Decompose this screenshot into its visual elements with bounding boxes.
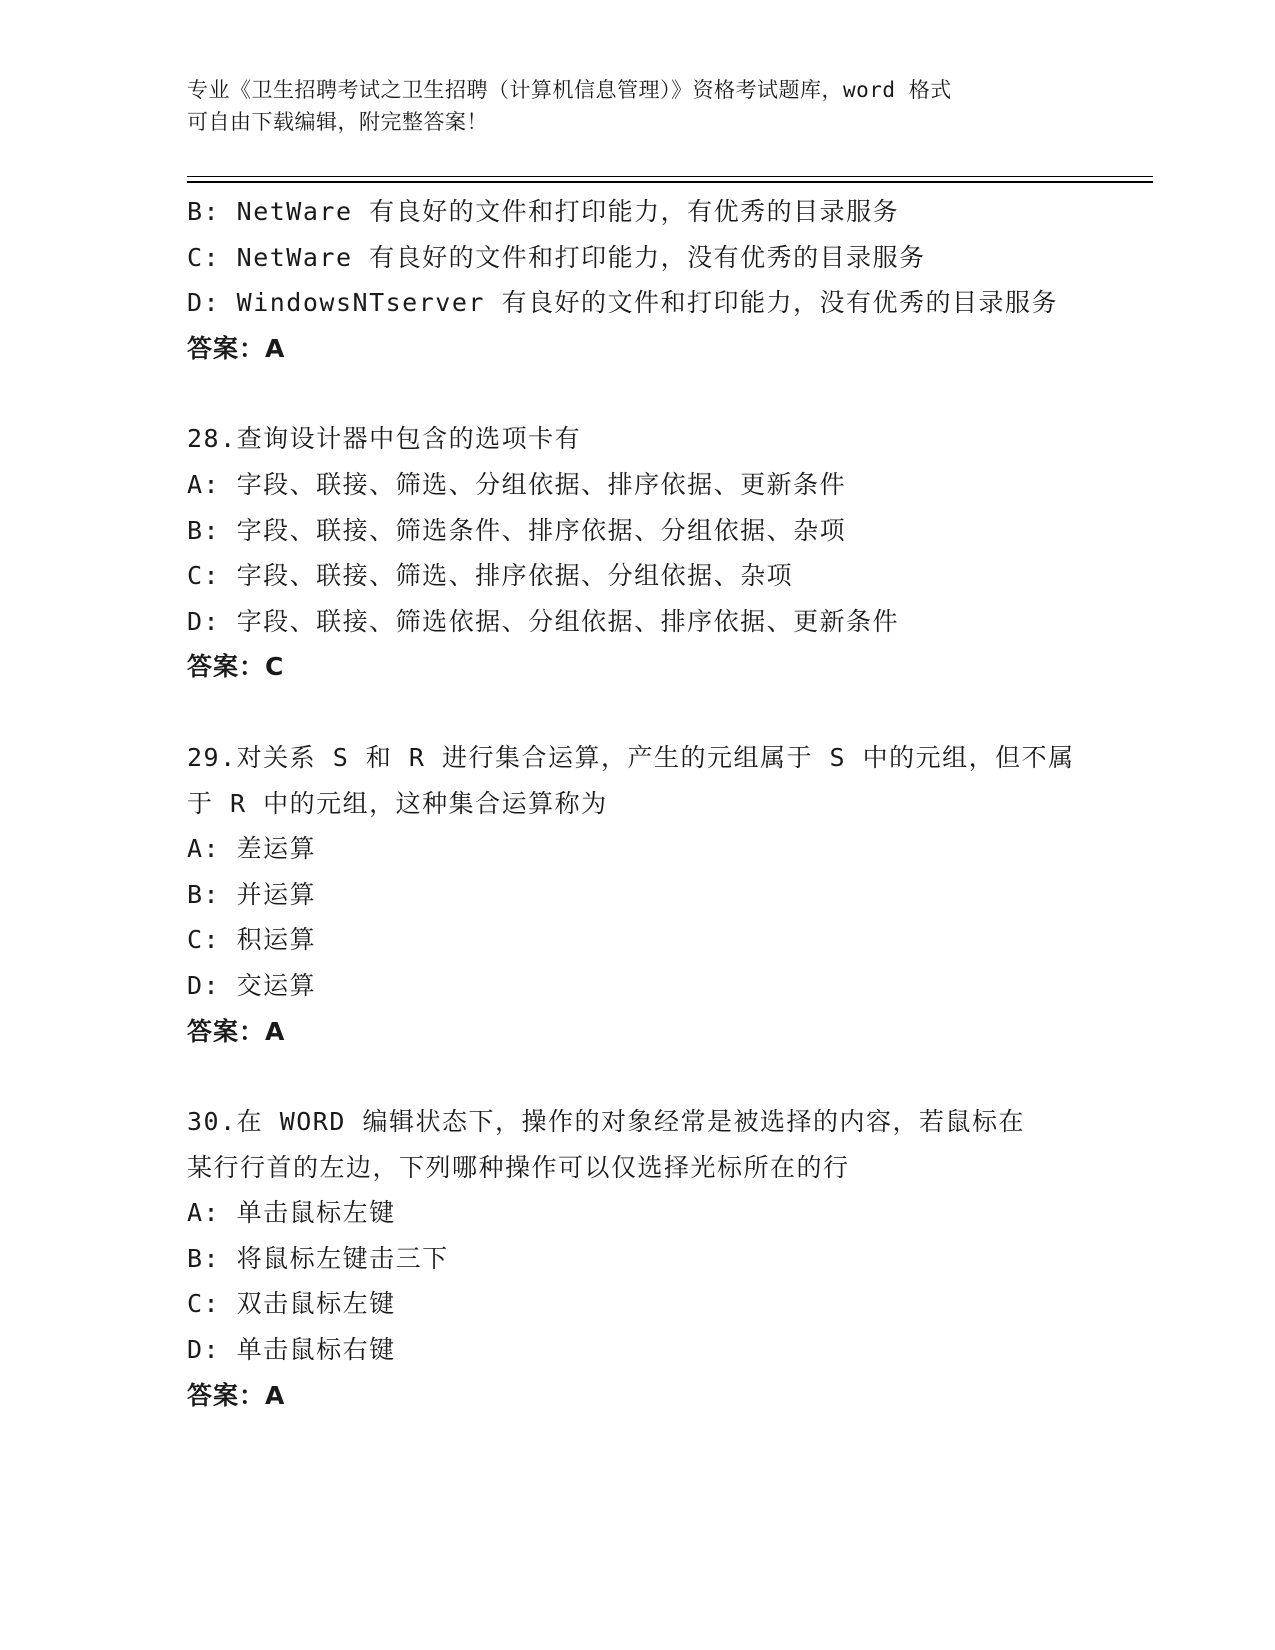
option-b: B: 字段、联接、筛选条件、排序依据、分组依据、杂项 (187, 515, 847, 545)
option-c: C: 双击鼠标左键 (187, 1289, 396, 1319)
header-line-1: 专业《卫生招聘考试之卫生招聘（计算机信息管理）》资格考试题库，word 格式 (187, 78, 952, 102)
question-28 (187, 416, 1107, 690)
question-stem-line-1: 30.在 WORD 编辑状态下，操作的对象经常是被选择的内容，若鼠标在 (187, 1107, 1025, 1137)
option-c: C: 积运算 (187, 925, 317, 955)
option-b: B: 并运算 (187, 879, 317, 909)
question-stem-line-2: 于 R 中的元组，这种集合运算称为 (187, 788, 608, 818)
option-c: C: 字段、联接、筛选、排序依据、分组依据、杂项 (187, 561, 794, 591)
option-a: A: 字段、联接、筛选、分组依据、排序依据、更新条件 (187, 469, 847, 499)
question-content (187, 189, 1107, 1418)
document-header (187, 74, 1067, 138)
answer: 答案：A (187, 1016, 286, 1046)
option-a: A: 单击鼠标左键 (187, 1198, 396, 1228)
option-d: D: 交运算 (187, 970, 317, 1000)
answer: 答案：C (187, 652, 285, 682)
question-29 (187, 735, 1107, 1054)
option-c: C: NetWare 有良好的文件和打印能力，没有优秀的目录服务 (187, 242, 926, 272)
header-divider-thin (187, 176, 1153, 177)
question-30 (187, 1099, 1107, 1418)
answer: 答案：A (187, 333, 286, 363)
option-d: D: 字段、联接、筛选依据、分组依据、排序依据、更新条件 (187, 606, 900, 636)
question-stem: 28.查询设计器中包含的选项卡有 (187, 424, 582, 454)
header-line-2: 可自由下载编辑，附完整答案！ (187, 110, 488, 134)
header-divider-thick (187, 181, 1153, 183)
question-stem-line-1: 29.对关系 S 和 R 进行集合运算，产生的元组属于 S 中的元组，但不属 (187, 742, 1075, 772)
question-stem-line-2: 某行行首的左边，下列哪种操作可以仅选择光标所在的行 (187, 1152, 850, 1182)
answer: 答案：A (187, 1380, 286, 1410)
option-b: B: NetWare 有良好的文件和打印能力，有优秀的目录服务 (187, 197, 900, 226)
option-a: A: 差运算 (187, 834, 317, 864)
question-27-continued (187, 189, 1107, 371)
option-d: D: WindowsNTserver 有良好的文件和打印能力，没有优秀的目录服务 (187, 288, 1058, 318)
option-b: B: 将鼠标左键击三下 (187, 1243, 449, 1273)
option-d: D: 单击鼠标右键 (187, 1335, 396, 1365)
